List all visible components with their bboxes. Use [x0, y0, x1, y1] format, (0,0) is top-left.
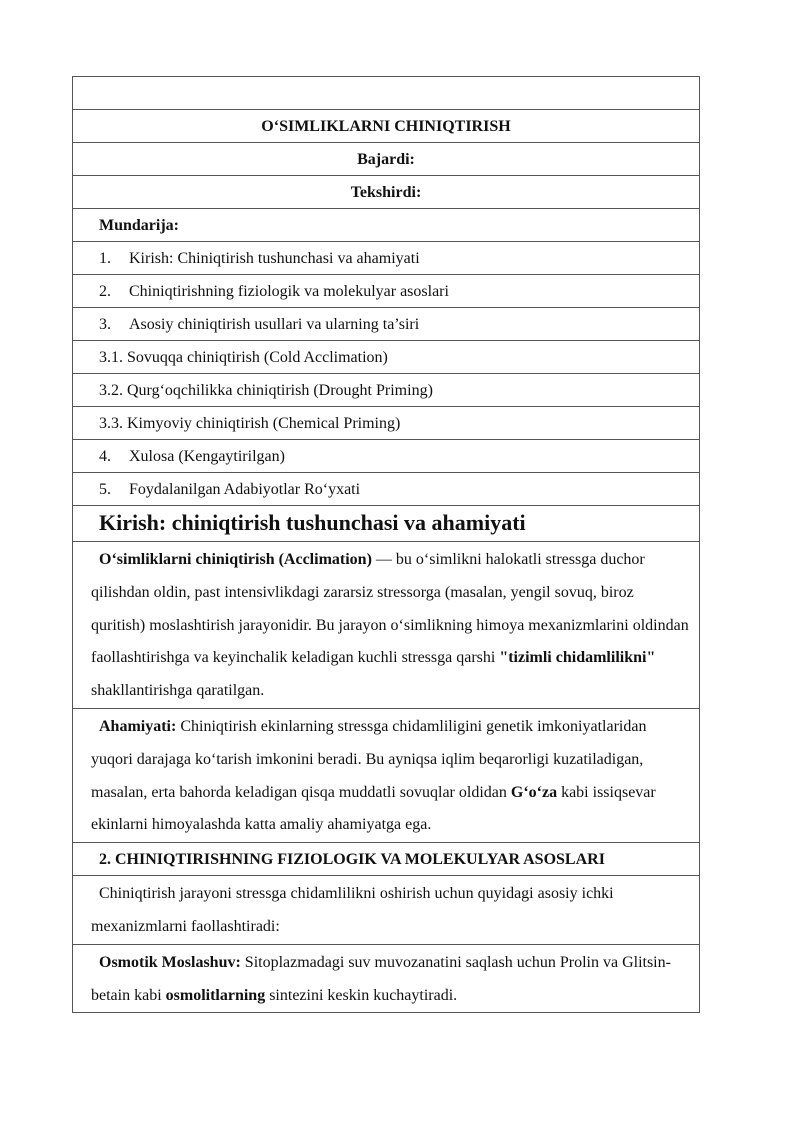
- blank-row: [73, 77, 699, 110]
- toc-item-number: 2.: [99, 283, 111, 300]
- toc-item[interactable]: [73, 341, 699, 374]
- toc-item-text: Xulosa (Kengaytirilgan): [129, 448, 285, 465]
- toc-item-number: 5.: [99, 481, 111, 498]
- paragraph-text: — bu o‘simlikni halokatli stressga duchor qilishdan oldin, past intensivlikdagi zararsiz stressorga (masalan, yengil sovuq, biroz quritish) moslashtirish jarayonidir. Bu jarayon o‘simlikning himoya mexanizmlarini oldindan faollashtirishga va keyinchalik keladigan kuchli stressga qarshi: [91, 551, 689, 667]
- intro-paragraph-1: [73, 542, 699, 709]
- toc-item-number: 4.: [99, 448, 111, 465]
- toc-item-text: Asosiy chiniqtirish usullari va ularning ta’siri: [129, 316, 420, 333]
- paragraph-text: sintezini keskin kuchaytiradi.: [265, 986, 458, 1004]
- toc-item[interactable]: [73, 440, 699, 473]
- paragraph-text: Chiniqtirish ekinlarning stressga chidamliligini genetik imkoniyatlaridan yuqori darajaga ko‘tarish imkonini beradi. Bu ayniqsa iqlim beqarorligi kuzatiladigan, masalan, erta bahorda keladigan qisqa muddatli sovuqlar oldidan: [91, 717, 647, 801]
- section2-paragraph-1: [73, 876, 699, 945]
- bold-term: Osmotik Moslashuv:: [99, 953, 241, 971]
- toc-item[interactable]: [73, 473, 699, 506]
- bold-term: Ahamiyati:: [99, 717, 177, 735]
- toc-item-text: Kirish: Chiniqtirish tushunchasi va ahamiyati: [129, 250, 420, 267]
- toc-item[interactable]: [73, 275, 699, 308]
- bold-term: "tizimli chidamlilikni": [499, 649, 656, 667]
- intro-heading: Kirish: chiniqtirish tushunchasi va ahamiyati: [73, 506, 699, 542]
- toc-item[interactable]: [73, 374, 699, 407]
- document-table: [72, 76, 700, 1013]
- document-title: O‘SIMLIKLARNI CHINIQTIRISH: [73, 110, 699, 143]
- paragraph-text: shakllantirishga qaratilgan.: [91, 682, 265, 700]
- toc-item[interactable]: [73, 308, 699, 341]
- section2-paragraph-2: [73, 945, 699, 1013]
- toc-item[interactable]: [73, 242, 699, 275]
- toc-item-text: Chiniqtirishning fiziologik va molekulyar asoslari: [129, 283, 449, 300]
- paragraph-text: kabi issiqsevar ekinlarni himoyalashda katta amaliy ahamiyatga ega.: [91, 783, 656, 834]
- tekshirdi-label: Tekshirdi:: [73, 176, 699, 209]
- paragraph-text: Sitoplazmadagi suv muvozanatini saqlash uchun Prolin va Glitsin-betain kabi: [91, 953, 671, 1004]
- toc-item-text: 3.3. Kimyoviy chiniqtirish (Chemical Priming): [99, 415, 401, 432]
- toc-item-text: 3.1. Sovuqqa chiniqtirish (Cold Acclimation): [99, 349, 388, 366]
- bold-term: O‘simliklarni chiniqtirish (Acclimation): [99, 551, 372, 568]
- toc-item-text: Foydalanilgan Adabiyotlar Ro‘yxati: [129, 481, 361, 498]
- toc-item-number: 3.: [99, 316, 111, 333]
- paragraph-text: Chiniqtirish jarayoni stressga chidamlilikni oshirish uchun quyidagi asosiy ichki mexanizmlarni faollashtiradi:: [91, 885, 614, 935]
- bold-term: osmolitlarning: [165, 986, 266, 1004]
- toc-heading: Mundarija:: [73, 209, 699, 242]
- bajardi-label: Bajardi:: [73, 143, 699, 176]
- toc-item-text: 3.2. Qurg‘oqchilikka chiniqtirish (Drought Priming): [99, 382, 433, 399]
- section2-heading: 2. CHINIQTIRISHNING FIZIOLOGIK VA MOLEKULYAR ASOSLARI: [73, 843, 699, 876]
- intro-paragraph-2: [73, 709, 699, 843]
- toc-item-number: 1.: [99, 250, 111, 267]
- bold-term: G‘o‘za: [510, 783, 558, 801]
- toc-item[interactable]: [73, 407, 699, 440]
